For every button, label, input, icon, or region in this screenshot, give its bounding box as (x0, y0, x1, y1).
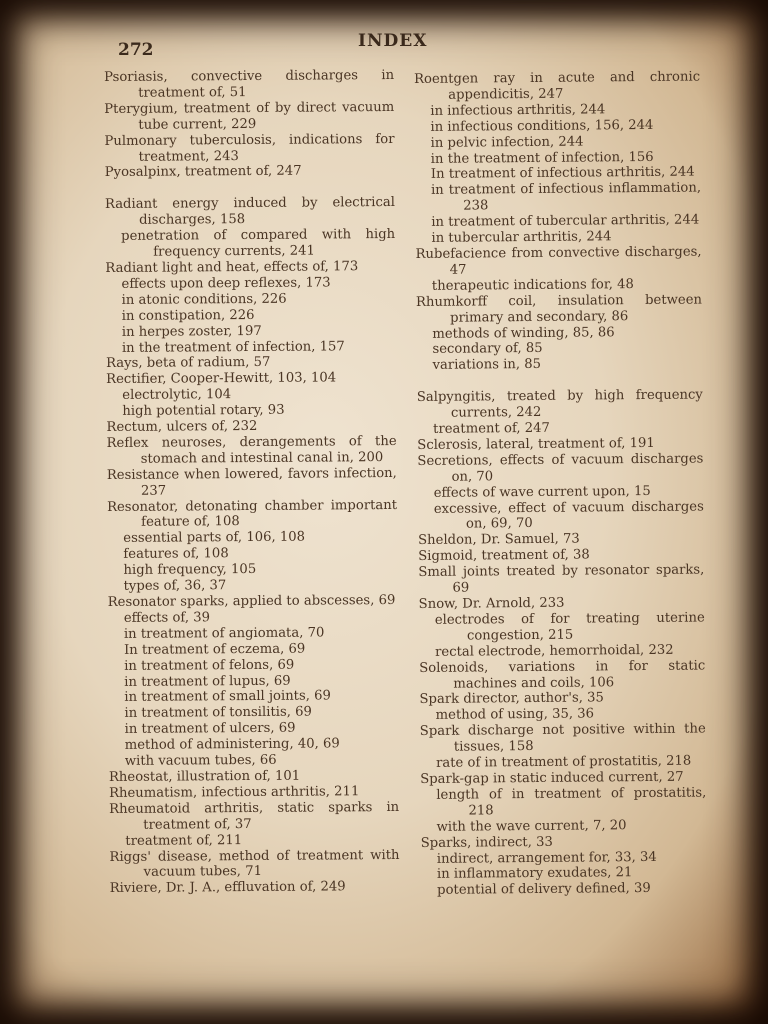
index-subentry: therapeutic indications for, 48 (431, 276, 634, 294)
index-entry: Rheostat, illustration of, 101 (108, 768, 301, 785)
index-subentry: effects of wave current upon, 15 (433, 483, 651, 501)
index-entry: Rubefacience from convective discharges, 47 (415, 244, 702, 278)
index-subentry: in treatment of ulcers, 69 (124, 720, 296, 738)
index-entry: Reflex neuroses, derangements of the stomach and intestinal canal in, 200 (106, 433, 397, 467)
index-entry: Sigmoid, treatment of, 38 (418, 547, 590, 565)
index-entry: Radiant energy induced by electrical discharges, 158 (104, 195, 395, 229)
index-subentry: electrolytic, 104 (122, 387, 232, 404)
index-entry: Rays, beta of radium, 57 (105, 355, 271, 372)
index-subentry: in treatment of small joints, 69 (124, 688, 331, 706)
index-entry: Spark discharge not positive within the tissues, 158 (419, 721, 706, 755)
index-entry: Resonator, detonating chamber important feature of, 108 (106, 497, 398, 531)
index-subentry: in treatment of infectious inflammation, 238 (430, 180, 702, 214)
index-subentry: in treatment of tonsilitis, 69 (124, 704, 312, 722)
index-subentry: method of administering, 40, 69 (124, 736, 340, 754)
page-header (0, 28, 768, 58)
index-subentry: in tubercular arthritis, 244 (431, 229, 612, 246)
index-subentry: electrodes of for treating uterine congestion, 215 (434, 610, 705, 644)
index-subentry: secondary of, 85 (432, 341, 543, 358)
index-subentry: with vacuum tubes, 66 (124, 752, 277, 769)
index-subentry: types of, 36, 37 (123, 578, 227, 594)
index-entry: Rheumatism, infectious arthritis, 211 (108, 784, 360, 801)
index-entry: Snow, Dr. Arnold, 233 (418, 595, 565, 612)
index-entry: Pyosalpinx, treatment of, 247 (104, 164, 302, 181)
index-subentry: in treatment of lupus, 69 (124, 673, 291, 690)
index-subentry: variations in, 85 (432, 357, 542, 374)
index-subentry: with the wave current, 7, 20 (436, 817, 627, 835)
index-subentry: potential of delivery defined, 39 (437, 881, 651, 899)
index-subentry: in treatment of angiomata, 70 (123, 625, 325, 642)
index-entry: Pterygium, treatment of by direct vacuum tube current, 229 (104, 99, 395, 133)
index-subentry: treatment of, 247 (433, 420, 550, 437)
index-entry: Small joints treated by resonator sparks, 69 (418, 562, 705, 596)
index-entry: Solenoids, variations in for static machines and coils, 106 (419, 658, 706, 692)
index-subentry: method of using, 35, 36 (435, 706, 595, 724)
index-subentry: rectal electrode, hemorrhoidal, 232 (434, 642, 674, 660)
page-number: 272 (118, 40, 154, 60)
index-subentry: in atonic conditions, 226 (121, 291, 287, 308)
index-subentry: in pelvic infection, 244 (430, 134, 584, 151)
index-column-left (104, 68, 400, 897)
index-entry: Rheumatoid arthritis, static sparks in treatment of, 37 (109, 799, 400, 833)
index-entry: Spark-gap in static induced current, 27 (420, 769, 684, 787)
index-subentry: in infectious conditions, 156, 244 (430, 117, 654, 135)
index-subentry: methods of winding, 85, 86 (432, 324, 615, 342)
index-entry: Rectifier, Cooper-Hewitt, 103, 104 (106, 370, 337, 388)
index-entry: Riggs' disease, method of treatment with vacuum tubes, 71 (109, 847, 400, 881)
index-subentry: indirect, arrangement for, 33, 34 (436, 849, 657, 867)
index-subentry: high frequency, 105 (123, 562, 257, 579)
index-subentry: in the treatment of infection, 157 (121, 338, 345, 356)
index-subentry: rate of in treatment of prostatitis, 218 (435, 753, 692, 771)
index-subentry: effects of, 39 (123, 610, 211, 626)
index-entry: Spark director, author's, 35 (419, 690, 604, 708)
index-entry: Pulmonary tuberculosis, indications for treatment, 243 (104, 131, 395, 165)
index-entry: Sclerosis, lateral, treatment of, 191 (417, 435, 655, 453)
index-subentry: in treatment of felons, 69 (124, 657, 295, 674)
index-subentry: In treatment of eczema, 69 (123, 641, 306, 658)
index-entry: Radiant light and heat, effects of, 173 (105, 259, 359, 276)
index-entry: Psoriasis, convective discharges in treatment of, 51 (104, 67, 395, 101)
index-entry: Roentgen ray in acute and chronic appendicitis, 247 (414, 69, 701, 103)
index-subentry: penetration of compared with high frequency currents, 241 (121, 227, 396, 260)
index-entry: Resonator sparks, applied to abscesses, 69 (107, 592, 396, 610)
page-title: INDEX (358, 31, 428, 51)
index-entry: Rectum, ulcers of, 232 (106, 418, 258, 436)
index-entry: Sparks, indirect, 33 (420, 834, 553, 851)
index-subentry: treatment of, 211 (125, 832, 243, 849)
index-entry: Rhumkorff coil, insulation between primary and secondary, 86 (415, 292, 703, 326)
index-subentry: essential parts of, 106, 108 (123, 529, 306, 547)
index-subentry: in herpes zoster, 197 (121, 323, 262, 340)
index-entry: Riviere, Dr. J. A., effluvation of, 249 (109, 879, 346, 897)
index-entry: Resistance when lowered, favors infection, 237 (106, 465, 397, 499)
index-entry: Salpyngitis, treated by high frequency currents, 242 (416, 387, 703, 421)
index-subentry: in treatment of tubercular arthritis, 244 (431, 212, 700, 231)
index-subentry: in constipation, 226 (121, 307, 255, 324)
index-subentry: features of, 108 (123, 546, 229, 563)
index-subentry: In treatment of infectious arthritis, 244 (430, 164, 695, 183)
index-subentry: excessive, effect of vacuum discharges on, 69, 70 (433, 499, 704, 533)
index-subentry: in infectious arthritis, 244 (430, 102, 606, 119)
index-column-right (414, 70, 707, 900)
index-subentry: in inflammatory exudates, 21 (436, 865, 633, 883)
index-subentry: in the treatment of infection, 156 (430, 149, 654, 167)
index-entry: Sheldon, Dr. Samuel, 73 (418, 531, 580, 549)
index-entry: Secretions, effects of vacuum discharges on, 70 (417, 451, 704, 485)
index-subentry: high potential rotary, 93 (122, 402, 285, 420)
index-subentry: effects upon deep reflexes, 173 (121, 275, 331, 292)
index-subentry: length of in treatment of prostatitis, 218 (436, 785, 707, 819)
